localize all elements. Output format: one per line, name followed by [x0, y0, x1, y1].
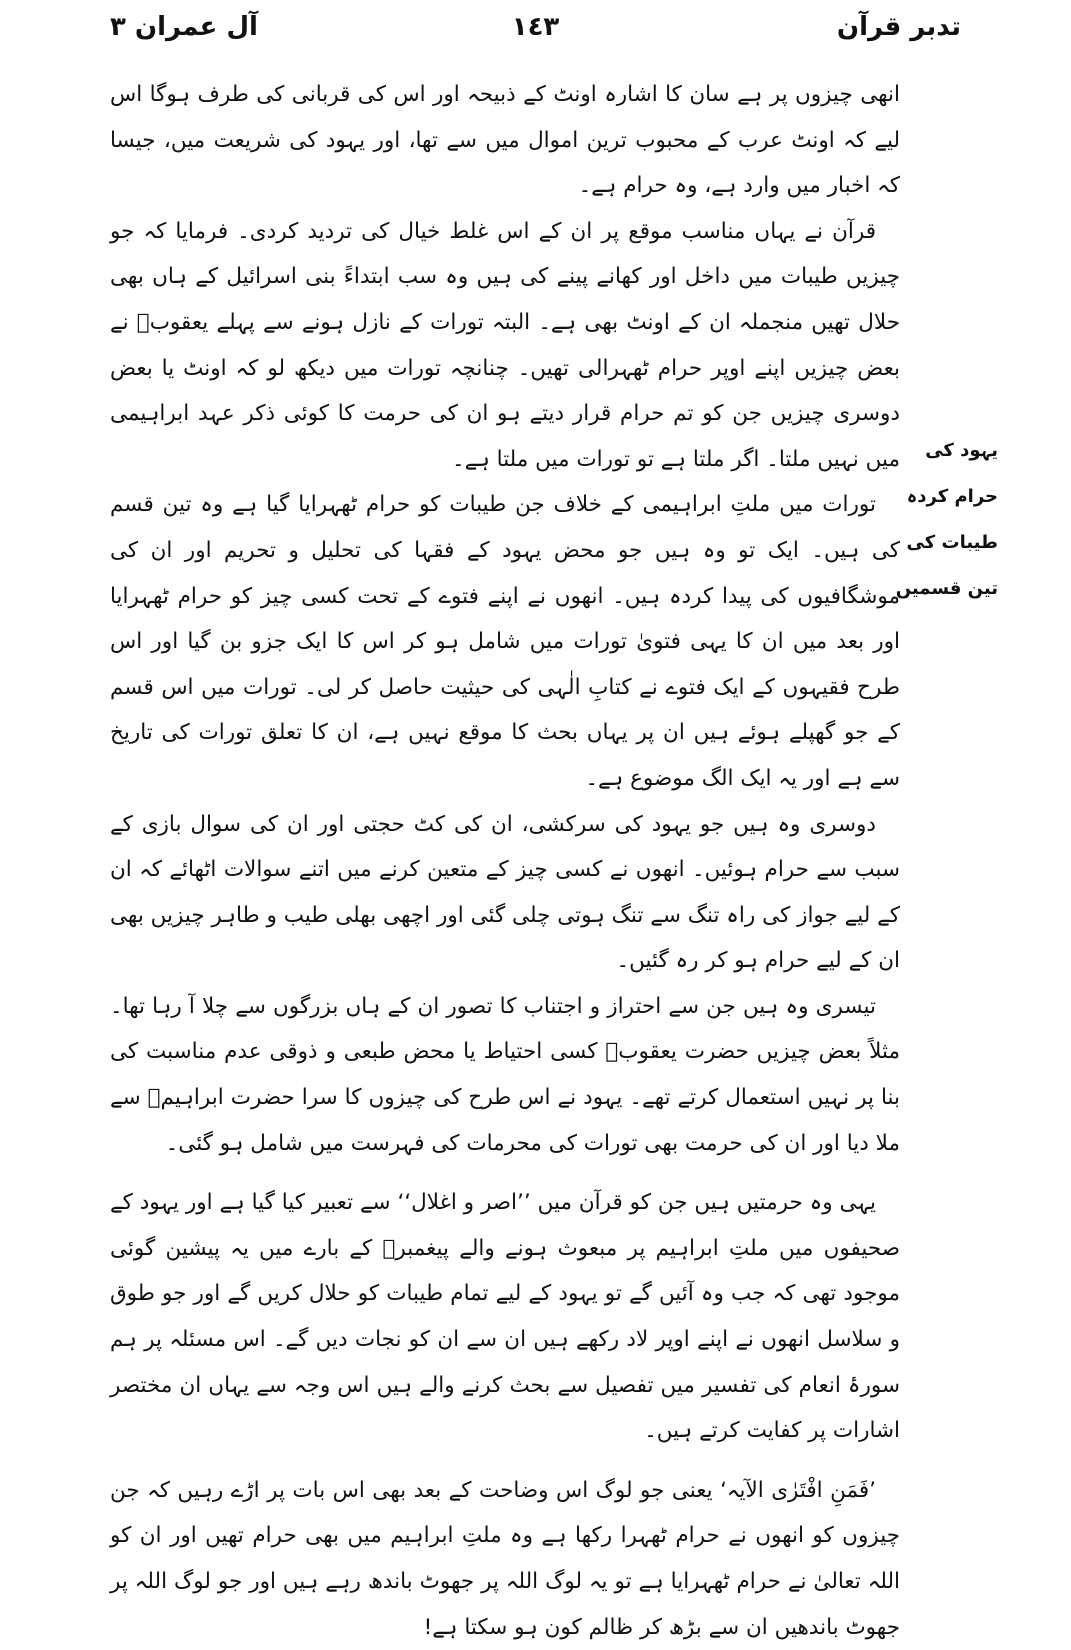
page-number: ١٤٣ [511, 12, 560, 42]
paragraph: قرآن نے یہاں مناسب موقع پر ان کے اس غلط خیال کی تردید کردی۔ فرمایا کہ جو چیزیں طیبات میں داخل اور کھانے پینے کی ہیں وہ سب ابتداءً بنی اسرائیل کے ہاں بھی حلال تھیں منجملہ ان کے اونٹ بھی ہے۔ البتہ تورات کے نازل ہونے سے پہلے یعقوبؑ نے بعض چیزیں اپنے اوپر حرام ٹھہرالی تھیں۔ چنانچہ تورات میں دیکھ لو کہ اونٹ یا بعض دوسری چیزیں جن کو تم حرام قرار دیتے ہو ان کی حرمت کا کوئی ذکر عہد ابراہیمی میں نہیں ملتا۔ اگر ملتا ہے تو تورات میں ملتا ہے۔ [110, 218, 900, 472]
marginal-note-line: حرام کردہ [906, 486, 998, 507]
marginal-note-line: طیبات کی [906, 532, 998, 553]
paragraph: تیسری وہ ہیں جن سے احتراز و اجتناب کا تصور ان کے ہاں بزرگوں سے چلا آ رہا تھا۔ مثلاً بعض چیزیں حضرت یعقوبؑ کسی احتیاط یا محض طبعی و ذوقی عدم مناسبت کی بنا پر نہیں استعمال کرتے تھے۔ یہود نے اس طرح کی چیزوں کا سرا حضرت ابراہیمؑ سے ملا دیا اور ان کی حرمت بھی تورات کی محرمات کی فہرست میں شامل ہو گئی۔ [110, 993, 900, 1156]
book-title: تدبر قرآن [836, 12, 961, 42]
marginal-note-line: تین قسمیں [895, 578, 998, 599]
paragraph: ’فَمَنِ افْتَرٰی الآیہ‘ یعنی جو لوگ اس وضاحت کے بعد بھی اس بات پر اڑے رہیں کہ جن چیزوں کو انھوں نے حرام ٹھہرا رکھا ہے وہ ملتِ ابراہیم میں بھی حرام تھیں اور ان کو اللہ تعالیٰ نے حرام ٹھہرایا ہے تو یہ لوگ اللہ پر جھوٹ باندھ رہے ہیں اور جو لوگ اللہ پر جھوٹ باندھیں ان سے بڑھ کر ظالم کون ہو سکتا ہے! [110, 1477, 900, 1640]
body-text [110, 72, 900, 1650]
paragraph: انھی چیزوں پر ہے سان کا اشارہ اونٹ کے ذبیحہ اور اس کی قربانی کی طرف ہوگا اس لیے کہ اونٹ عرب کے محبوب ترین اموال میں سے تھا، اور یہود کی شریعت میں، جیسا کہ اخبار میں وارد ہے، وہ حرام ہے۔ [110, 82, 900, 199]
running-header [110, 12, 961, 52]
surah-name: آل عمران ٣ [110, 12, 258, 42]
marginal-note-line: یہود کی [925, 440, 998, 461]
paragraph: تورات میں ملتِ ابراہیمی کے خلاف جن طیبات کو حرام ٹھہرایا گیا ہے وہ تین قسم کی ہیں۔ ایک تو وہ ہیں جو محض یہود کے فقہا کی تحلیل و تحریم اور ان کی موشگافیوں کی پیدا کردہ ہیں۔ انھوں نے اپنے فتوے کے تحت کسی چیز کو حرام ٹھہرایا اور بعد میں ان کا یہی فتویٰ تورات میں شامل ہو کر اس کا ایک جزو بن گیا اور اس طرح فقیہوں کے ایک فتوے نے کتابِ الٰہی کی حیثیت حاصل کر لی۔ تورات میں اس قسم کے جو گھپلے ہوئے ہیں ان پر یہاں بحث کا موقع نہیں ہے، ان کا تعلق تورات کی تاریخ سے ہے اور یہ ایک الگ موضوع ہے۔ [110, 492, 900, 791]
marginal-note [895, 428, 998, 612]
paragraph: یہی وہ حرمتیں ہیں جن کو قرآن میں ’’اصر و اغلال‘‘ سے تعبیر کیا گیا ہے اور یہود کے صحیفوں میں ملتِ ابراہیم پر مبعوث ہونے والے پیغمبرؐ کے بارے میں یہ پیشین گوئی موجود تھی کہ جب وہ آئیں گے تو یہود کے لیے تمام طیبات کو حلال کریں گے اور جو طوق و سلاسل انھوں نے اپنے اوپر لاد رکھے ہیں ان سے ان کو نجات دیں گے۔ اس مسئلہ پر ہم سورۂ انعام کی تفسیر میں تفصیل سے بحث کرنے والے ہیں اس وجہ سے یہاں ان مختصر اشارات پر کفایت کرتے ہیں۔ [110, 1190, 900, 1444]
paragraph: دوسری وہ ہیں جو یہود کی سرکشی، ان کی کٹ حجتی اور ان کی سوال بازی کے سبب سے حرام ہوئیں۔ انھوں نے کسی چیز کے متعین کرنے میں اتنے سوالات اٹھائے کہ ان کے لیے جواز کی راہ تنگ سے تنگ ہوتی چلی گئی اور اچھی بھلی طیب و طاہر چیزیں بھی ان کے لیے حرام ہو کر رہ گئیں۔ [110, 811, 900, 974]
